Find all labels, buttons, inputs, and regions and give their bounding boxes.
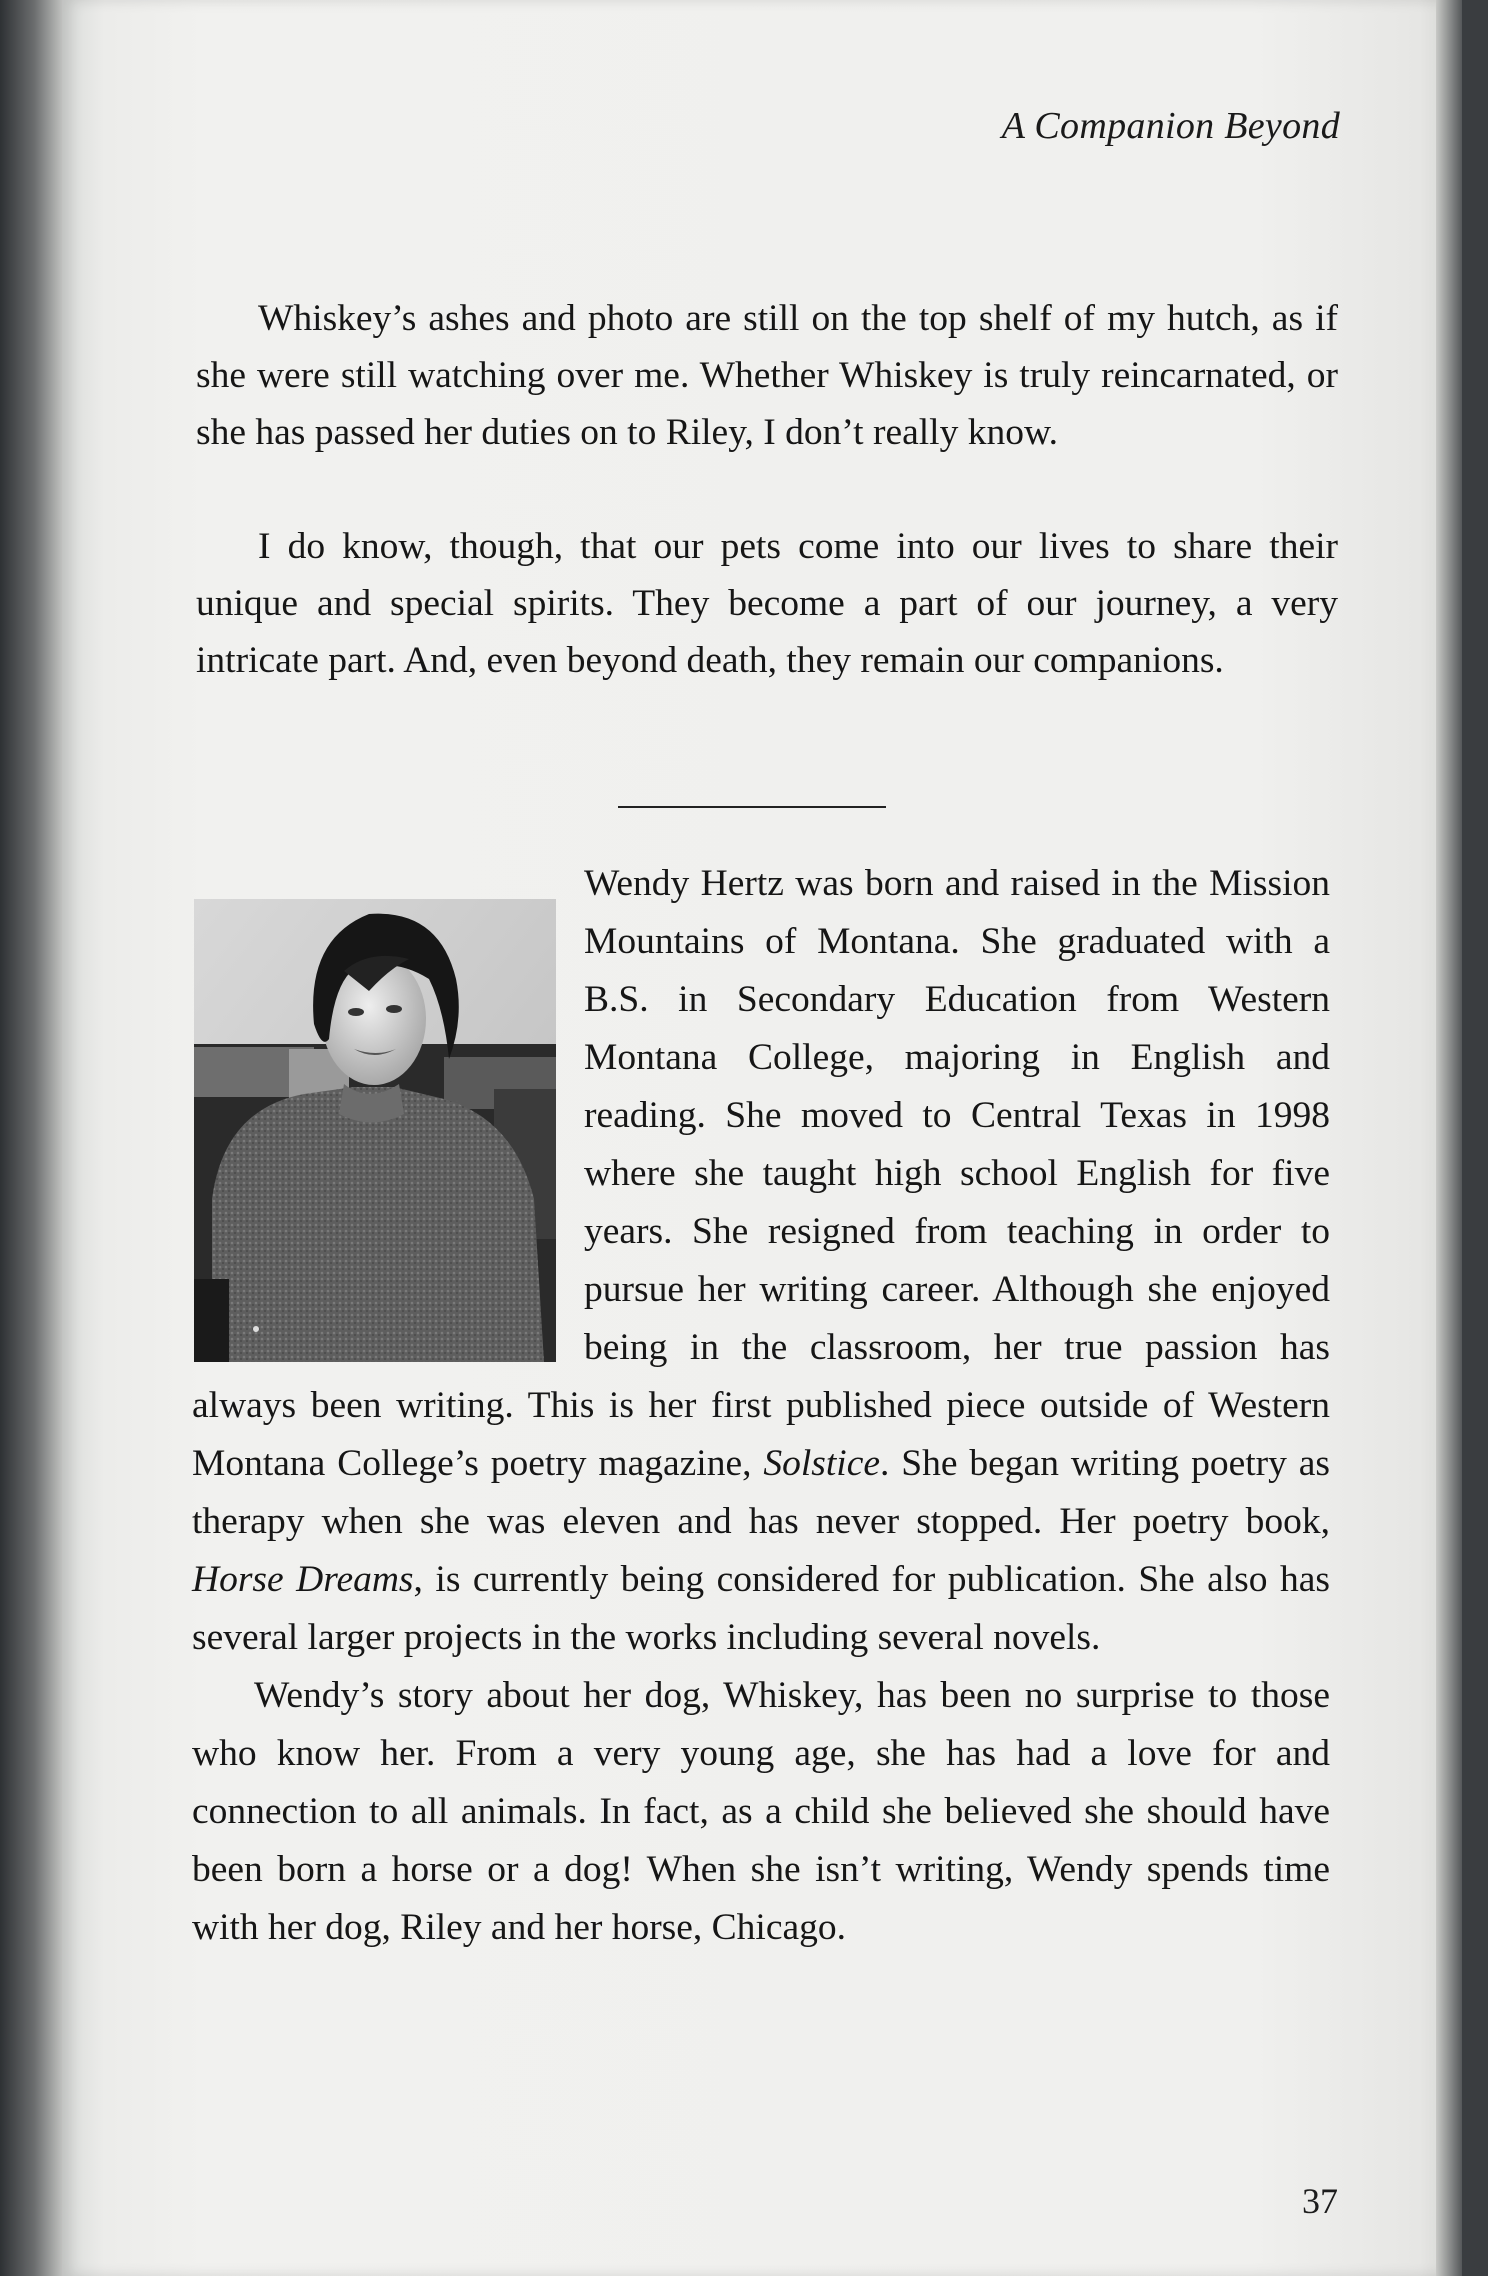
section-divider bbox=[618, 806, 886, 808]
author-portrait-image bbox=[194, 899, 556, 1362]
page-number: 37 bbox=[1302, 2181, 1338, 2221]
running-header: A Companion Beyond bbox=[1001, 105, 1340, 147]
story-paragraph-2 bbox=[196, 518, 1338, 689]
page-edge bbox=[1436, 0, 1462, 2276]
author-bio bbox=[192, 855, 1330, 1957]
author-photo bbox=[194, 899, 556, 1362]
book-title: Horse Dreams bbox=[192, 1559, 414, 1600]
bio-text-part: . She began writing poetry as therapy when she was eleven and has never stopped. Her poetry book, bbox=[192, 1443, 1331, 1542]
paragraph-text: I do know, though, that our pets come into our lives to share their unique and special spirits. They become a part of our journey, a very intricate part. And, even beyond death, they remain our companions. bbox=[196, 526, 1338, 681]
story-paragraph-1 bbox=[196, 290, 1338, 461]
book-gutter-shadow bbox=[0, 0, 62, 2276]
bio-text-part: , is currently being considered for publication. She also has several larger projects in the works including several novels. bbox=[192, 1559, 1331, 1658]
bio-paragraph-2: Wendy’s story about her dog, Whiskey, has been no surprise to those who know her. From a very young age, she has had a love for and connection to all animals. In fact, as a child she believed she should have been born a horse or a dog! When she isn’t writing, Wendy spends time with her dog, Riley and her horse, Chicago. bbox=[192, 1675, 1330, 1948]
paragraph-text: Whiskey’s ashes and photo are still on the top shelf of my hutch, as if she were still watching over me. Whether Whiskey is truly reincarnated, or she has passed her duties on to Riley, I don’t really know. bbox=[196, 298, 1338, 453]
magazine-title: Solstice bbox=[763, 1443, 881, 1484]
bio-text-part: Wendy Hertz was born and raised in the Mission Mountains of Montana. She graduated with a B.S. in Secondary Education from Western Montana College, majoring in English and reading. She moved to Central Texas in 1998 where she taught high school English for five years. She resigned from teaching in order to pursue her writing career. Although she enjoyed being in the classroom, her true passion has always been writing. This is her first published piece outside of Western Montana College’s poetry magazine, bbox=[192, 863, 1330, 1484]
